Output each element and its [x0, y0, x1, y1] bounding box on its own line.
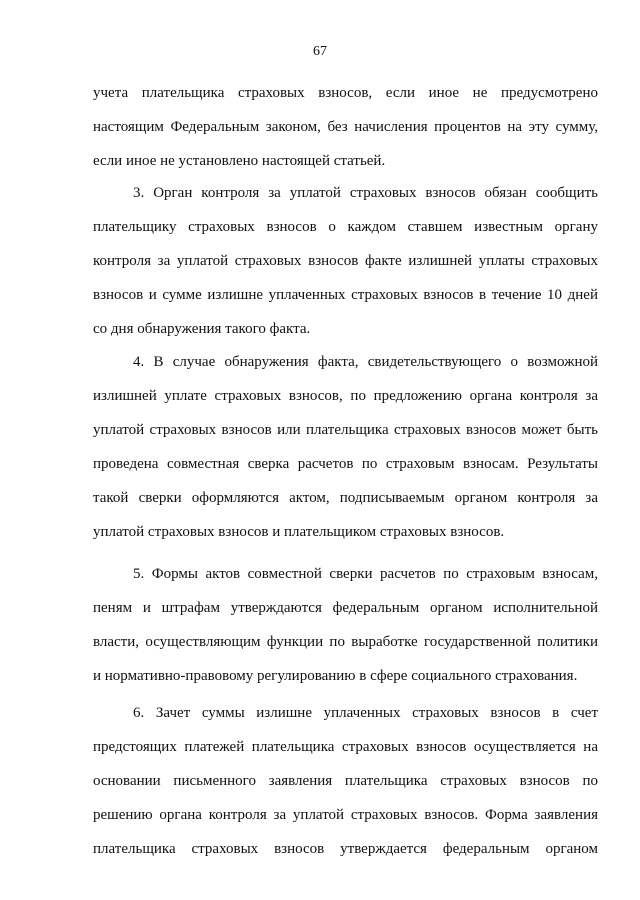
- text-line: плательщику страховых взносов о каждом ставшем известным органу: [93, 219, 598, 235]
- text-line: если иное не установлено настоящей статьей.: [93, 153, 386, 169]
- text-line: такой сверки оформляются актом, подписываемым органом контроля за: [93, 490, 598, 506]
- text-line: настоящим Федеральным законом, без начисления процентов на эту сумму,: [93, 119, 598, 135]
- text-line: уплатой страховых взносов или плательщика страховых взносов может быть: [93, 422, 598, 438]
- paragraph-6: [93, 696, 598, 866]
- paragraph-5: [93, 557, 598, 693]
- text-line: 3. Орган контроля за уплатой страховых взносов обязан сообщить: [133, 185, 598, 201]
- text-line: и нормативно-правовому регулированию в сфере социального страхования.: [93, 668, 578, 684]
- text-line: проведена совместная сверка расчетов по страховым взносам. Результаты: [93, 456, 598, 472]
- text-line: взносов и сумме излишне уплаченных страховых взносов в течение 10 дней: [93, 287, 598, 303]
- text-line: уплатой страховых взносов и плательщиком страховых взносов.: [93, 524, 505, 540]
- text-line: контроля за уплатой страховых взносов факте излишней уплаты страховых: [93, 253, 598, 269]
- text-line: основании письменного заявления плательщика страховых взносов по: [93, 773, 598, 789]
- text-line: излишней уплате страховых взносов, по предложению органа контроля за: [93, 388, 598, 404]
- text-line: предстоящих платежей плательщика страховых взносов осуществляется на: [93, 739, 598, 755]
- text-line: учета плательщика страховых взносов, если иное не предусмотрено: [93, 85, 598, 101]
- page-number: 67: [313, 44, 327, 59]
- text-line: 6. Зачет суммы излишне уплаченных страховых взносов в счет: [133, 705, 598, 721]
- paragraph-3: [93, 176, 598, 346]
- text-line: 5. Формы актов совместной сверки расчетов по страховым взносам,: [133, 566, 598, 582]
- paragraph-4: [93, 345, 598, 549]
- text-line: со дня обнаружения такого факта.: [93, 321, 311, 337]
- text-line: пеням и штрафам утверждаются федеральным органом исполнительной: [93, 600, 598, 616]
- text-line: решению органа контроля за уплатой страховых взносов. Форма заявления: [93, 807, 598, 823]
- text-line: плательщика страховых взносов утверждается федеральным органом: [93, 841, 598, 857]
- text-line: власти, осуществляющим функции по выработке государственной политики: [93, 634, 598, 650]
- paragraph-continuation: [93, 76, 598, 178]
- text-line: 4. В случае обнаружения факта, свидетельствующего о возможной: [133, 354, 598, 370]
